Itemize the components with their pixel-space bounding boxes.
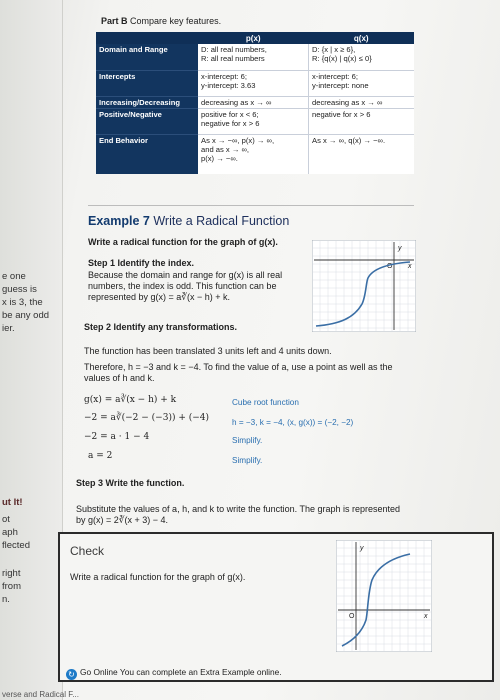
step1-title: Step 1 Identify the index. [88,258,195,268]
example-graph [312,240,416,332]
row-label: Positive/Negative [96,108,198,134]
row-label: Intercepts [96,70,198,96]
margin-text: guess is [2,284,37,295]
step1-text: Because the domain and range for g(x) is all real numbers, the index is odd. This function can be represented by g(x) = a∛(x − h) + k. [88,270,283,302]
margin-text: ut It! [2,497,23,508]
origin-label: O [387,263,393,270]
go-online-note[interactable]: ↻ Go Online You can complete an Extra Example online. [66,667,282,680]
work-expr: −2 = a · 1 − 4 [84,432,150,442]
work-note: Simplify. [232,456,263,465]
example-title: Example 7 Write a Radical Function [88,214,290,228]
work-expr: a = 2 [88,451,113,461]
page-footer-fragment: verse and Radical F... [2,690,79,699]
p-cell: D: all real numbers, R: all real numbers [198,44,309,70]
margin-text: be any odd [2,310,50,321]
example-prompt: Write a radical function for the graph of g(x). [88,237,278,247]
margin-text: ot [2,514,10,525]
margin-text: n. [2,594,10,605]
margin-text: from [2,581,21,592]
x-axis-label: x [424,613,428,620]
q-cell: As x → ∞, q(x) → −∞. [309,134,415,174]
table-header: p(x) [198,32,309,44]
p-cell: x-intercept: 6; y-intercept: 3.63 [198,70,309,96]
step3-text: Substitute the values of a, h, and k to write the function. The graph is represented by g(x) = 2∛(x + 3) − 4. [76,504,401,525]
table-row [96,108,414,134]
p-cell: As x → −∞, p(x) → ∞, and as x → ∞, p(x) → −∞. [198,134,309,174]
x-axis-label: x [408,263,412,270]
table-header-row [96,32,414,44]
part-b-heading: Part B Compare key features. [101,16,222,26]
check-title: Check [70,544,105,558]
work-note: Simplify. [232,436,263,445]
margin-text: right [2,568,21,579]
margin-text: e one [2,271,26,282]
margin-text: flected [2,540,30,551]
check-prompt: Write a radical function for the graph of g(x). [70,572,246,582]
y-axis-label: y [398,245,402,252]
y-axis-label: y [360,545,364,552]
margin-text: ier. [2,323,15,334]
work-note: Cube root function [232,398,299,407]
q-cell: D: {x | x ≥ 6}, R: {q(x) | q(x) ≤ 0} [309,44,415,70]
q-cell: negative for x > 6 [309,108,415,134]
table-row [96,44,414,70]
section-divider [88,205,414,206]
work-expr: g(x) = a∛(x − h) + k [84,395,177,405]
step3-title: Step 3 Write the function. [76,478,185,488]
step2-text2: Therefore, h = −3 and k = −4. To find the value of a, use a point as well as the values of h and k. [84,362,393,383]
table-row [96,96,414,108]
compare-features-table [96,32,414,174]
p-cell: positive for x < 6; negative for x > 6 [198,108,309,134]
row-label: Domain and Range [96,44,198,70]
check-graph [336,540,432,652]
origin-label: O [349,613,355,620]
work-note: h = −3, k = −4, (x, g(x)) = (−2, −2) [232,418,354,427]
go-online-icon: ↻ [66,669,77,680]
p-cell: decreasing as x → ∞ [198,96,309,108]
q-cell: decreasing as x → ∞ [309,96,415,108]
table-header: q(x) [309,32,415,44]
margin-text: aph [2,527,18,538]
row-label: Increasing/Decreasing [96,96,198,108]
row-label: End Behavior [96,134,198,174]
table-row [96,70,414,96]
table-header [96,32,198,44]
margin-text: x is 3, the [2,297,43,308]
step2-title: Step 2 Identify any transformations. [84,322,238,332]
step2-text: The function has been translated 3 units left and 4 units down. [84,346,332,356]
table-row [96,134,414,174]
q-cell: x-intercept: 6; y-intercept: none [309,70,415,96]
work-expr: −2 = a∛(−2 − (−3)) + (−4) [84,413,210,423]
